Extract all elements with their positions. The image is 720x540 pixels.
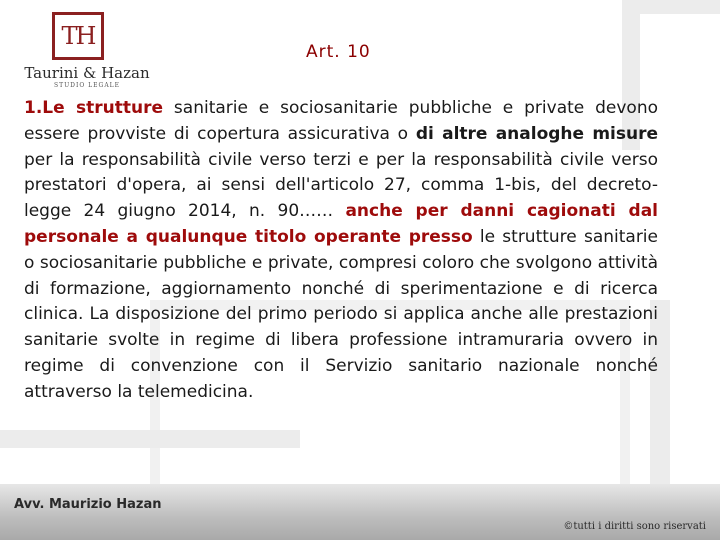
logo-subtitle: STUDIO LEGALE [53,82,121,89]
body-span-intro: 1.Le strutture [24,98,164,118]
footer-author: Avv. Maurizio Hazan [14,497,162,512]
logo-name: Taurini & Hazan [24,64,150,82]
body-span-4: per la responsabilità civile verso terzi e per la responsabilità civile verso prestatori d'opera, ai sensi dell'articolo 27, comma 1-bis, del decreto-legge 24 giugno 2014, n. 90…… [24,149,658,222]
logo-monogram: TH [52,12,104,60]
body-span-2: sanitarie e sociosanitarie pubbliche e private devono essere provviste di copertura assicurativa o [24,98,658,144]
body-span-highlight: anche per danni cagionati dal personale a qualunque titolo operante presso [24,201,659,247]
background-bracket-top-right-arm [622,0,720,14]
background-bracket-bottom-left [0,430,300,448]
article-title: Art. 10 [306,42,371,62]
body-span-bold: di altre analoghe misure [415,123,658,144]
body-span-6: le strutture sanitarie o sociosanitarie pubbliche e private, compresi coloro che svolgono attività di formazione, aggiornamento nonché di sperimentazione e di ricerca clinica. La disposizione del primo periodo si applica anche alle prestazioni sanitarie svolte in regime di libera professione intramuraria ovvero in regime di convenzione con il Servizio sanitario nazionale nonché attraverso la telemedicina. [24,226,658,402]
footer-copyright: ©tutti i diritti sono riservati [563,521,706,532]
article-body [24,96,658,406]
law-firm-logo [12,12,162,92]
